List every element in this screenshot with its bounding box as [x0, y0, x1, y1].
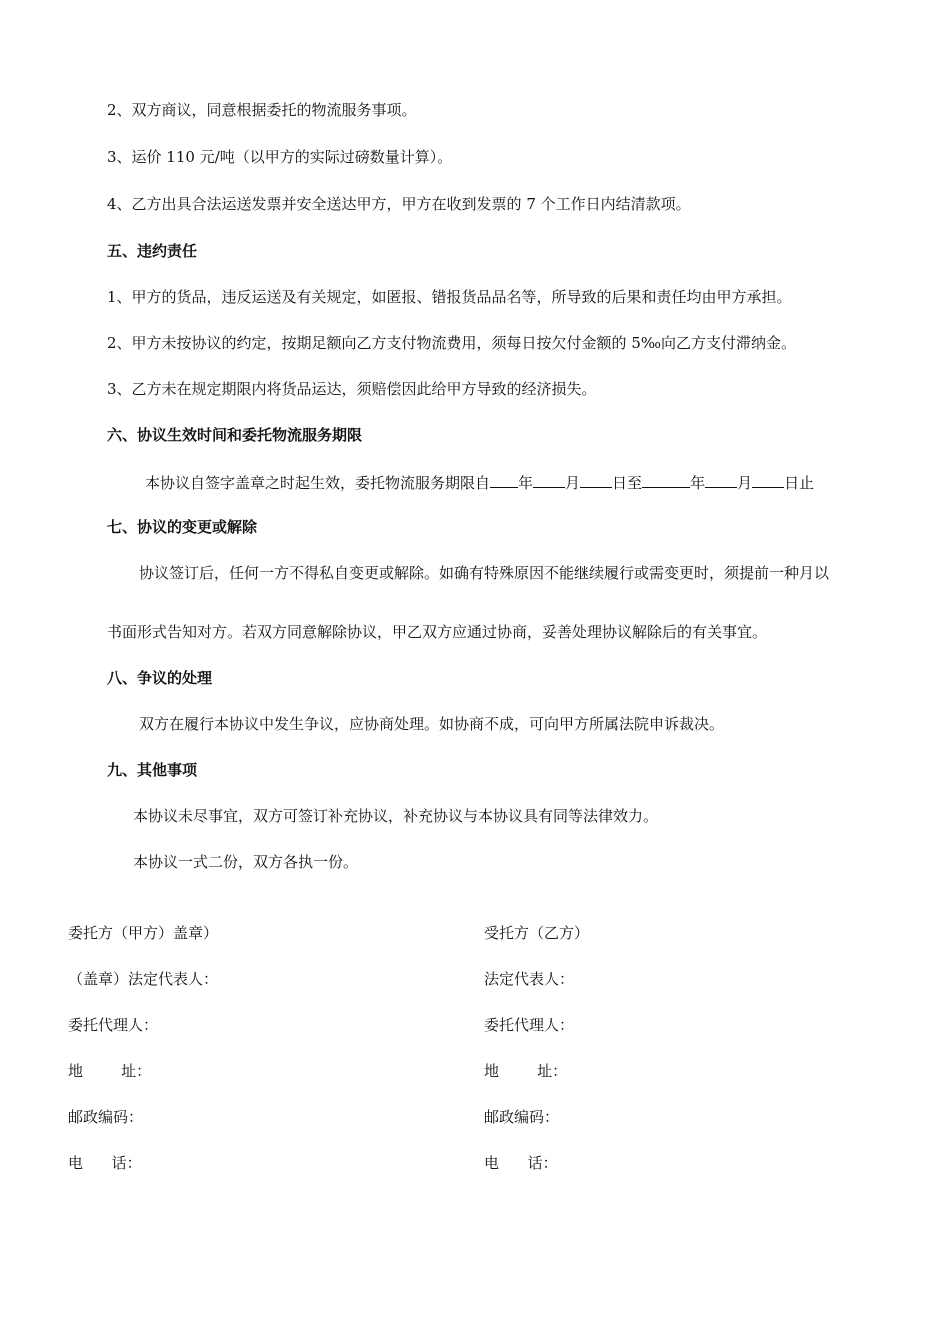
section5-item-3: 3、乙方未在规定期限内将货品运达，须赔偿因此给甲方导致的经济损失。: [107, 380, 597, 398]
section7-line-2: 书面形式告知对方。若双方同意解除协议，甲乙双方应通过协商，妥善处理协议解除后的有关事宜。: [107, 623, 768, 641]
party-b-legal-rep-label: 法定代表人：: [484, 970, 575, 988]
section9-line-1: 本协议未尽事宜，双方可签订补充协议，补充协议与本协议具有同等法律效力。: [133, 807, 659, 825]
party-b-agent-label: 委托代理人：: [484, 1016, 575, 1034]
label-year-end: 年: [690, 474, 706, 492]
section7-line-1: 协议签订后，任何一方不得私自变更或解除。如确有特殊原因不能继续履行或需变更时，须提前一种月以: [139, 564, 830, 582]
section6-text-start: 本协议自签字盖章之时起生效，委托物流服务期限自: [145, 474, 491, 492]
section8-text: 双方在履行本协议中发生争议，应协商处理。如协商不成，可向甲方所属法院申诉裁决。: [139, 715, 725, 733]
section5-item-2: 2、甲方未按协议的约定，按期足额向乙方支付物流费用，须每日按欠付金额的 5‰向乙方支付滞纳金。: [107, 334, 796, 352]
party-b-phone-label: 电 话：: [484, 1154, 558, 1172]
blank-day-start: [580, 471, 612, 488]
section5-heading: 五、违约责任: [107, 242, 198, 260]
label-day-start: 日至: [612, 474, 643, 492]
section6-heading: 六、协议生效时间和委托物流服务期限: [107, 426, 363, 444]
section9-line-2: 本协议一式二份，双方各执一份。: [133, 853, 359, 871]
blank-year-start: [490, 471, 518, 488]
party-b-title-label: 受托方（乙方）: [484, 924, 590, 942]
section4-item-2: 2、双方商议，同意根据委托的物流服务事项。: [107, 101, 417, 119]
blank-day-end: [752, 471, 784, 488]
section9-heading: 九、其他事项: [107, 761, 198, 779]
party-b-address-label: 地 址：: [484, 1062, 568, 1080]
party-b-postcode-label: 邮政编码：: [484, 1108, 560, 1126]
label-month-end: 月: [737, 474, 753, 492]
section5-item-1: 1、甲方的货品，违反运送及有关规定，如匿报、错报货品品名等，所导致的后果和责任均由甲方承担。: [107, 288, 792, 306]
section6-term-text: [145, 471, 814, 493]
party-a-postcode-label: 邮政编码：: [68, 1108, 144, 1126]
section4-item-3: 3、运价 110 元/吨（以甲方的实际过磅数量计算）。: [107, 148, 453, 166]
blank-month-start: [533, 471, 565, 488]
party-a-legal-rep-label: （盖章）法定代表人：: [68, 970, 219, 988]
section4-item-4: 4、乙方出具合法运送发票并安全送达甲方，甲方在收到发票的 7 个工作日内结清款项。: [107, 195, 691, 213]
party-a-seal-label: 委托方（甲方）盖章）: [68, 924, 219, 942]
party-a-agent-label: 委托代理人：: [68, 1016, 159, 1034]
blank-year-end: [642, 471, 690, 488]
label-year-start: 年: [518, 474, 534, 492]
label-day-end: 日止: [784, 474, 815, 492]
section8-heading: 八、争议的处理: [107, 669, 213, 687]
blank-month-end: [705, 471, 737, 488]
party-a-phone-label: 电 话：: [68, 1154, 142, 1172]
section7-heading: 七、协议的变更或解除: [107, 518, 258, 536]
party-a-address-label: 地 址：: [68, 1062, 152, 1080]
label-month-start: 月: [565, 474, 581, 492]
